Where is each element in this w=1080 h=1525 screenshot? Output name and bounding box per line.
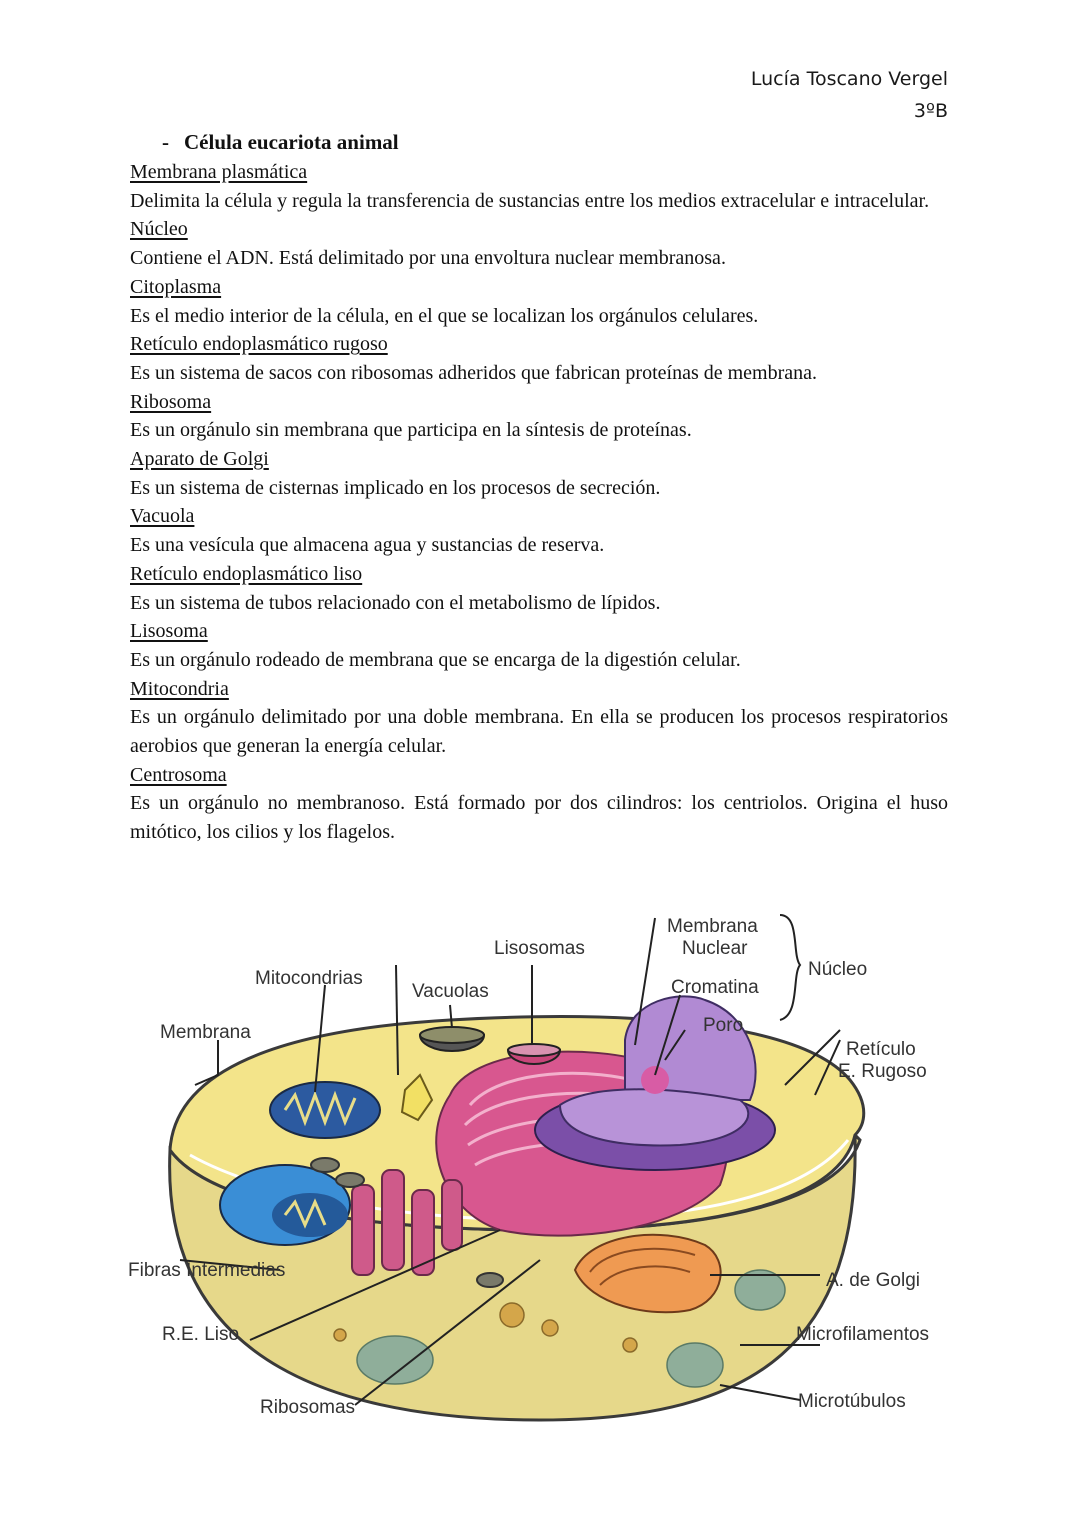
cell-illustration <box>170 996 864 1420</box>
desc-reticulo-liso: Es un sistema de tubos relacionado con el metabolismo de lípidos. <box>130 591 661 614</box>
desc-ribosoma: Es un orgánulo sin membrana que participa en la síntesis de proteínas. <box>130 419 692 442</box>
term-membrana-plasmatica: Membrana plasmática <box>130 161 308 183</box>
term-reticulo-rugoso: Retículo endoplasmático rugoso <box>130 333 388 356</box>
term-mitocondria: Mitocondria <box>130 677 229 700</box>
desc-vacuola: Es una vesícula que almacena agua y sustancias de reserva. <box>130 534 605 557</box>
label-re-liso: R.E. Liso <box>162 1324 240 1345</box>
term-vacuola: Vacuola <box>130 505 195 528</box>
label-cromatina: Cromatina <box>671 977 759 998</box>
desc-nucleo: Contiene el ADN. Está delimitado por una envoltura nuclear membranosa. <box>130 247 726 270</box>
author-name: Lucía Toscano Vergel <box>750 68 948 90</box>
desc-citoplasma: Es el medio interior de la célula, en el que se localizan los orgánulos celulares. <box>130 304 759 327</box>
desc-mitocondria: Es un orgánulo delimitado por una doble membrana. En ella se producen los procesos respiratorios aerobios que generan la energía celular. <box>130 706 948 758</box>
label-ribosomas: Ribosomas <box>260 1397 356 1418</box>
animal-cell-diagram <box>120 900 960 1440</box>
desc-aparato-golgi: Es un sistema de cisternas implicado en los procesos de secreción. <box>130 476 661 499</box>
desc-lisosoma: Es un orgánulo rodeado de membrana que se encarga de la digestión celular. <box>130 648 741 671</box>
label-nucleo: Núcleo <box>808 959 868 980</box>
term-ribosoma: Ribosoma <box>130 390 212 413</box>
label-fibras-intermedias: Fibras Intermedias <box>128 1260 286 1281</box>
label-microfilamentos: Microfilamentos <box>796 1324 930 1345</box>
label-mitocondrias: Mitocondrias <box>255 968 363 989</box>
term-reticulo-liso: Retículo endoplasmático liso <box>130 562 363 585</box>
section-title: - Célula eucariota animal <box>162 130 399 154</box>
desc-membrana-plasmatica: Delimita la célula y regula la transferencia de sustancias entre los medios extracelular e intracelular. <box>130 189 930 212</box>
label-microtubulos: Microtúbulos <box>798 1391 906 1412</box>
label-poro: Poro <box>703 1015 744 1036</box>
organelle-list <box>130 158 948 847</box>
term-lisosoma: Lisosoma <box>130 620 208 643</box>
term-nucleo: Núcleo <box>130 218 188 241</box>
label-reticulo-2: E. Rugoso <box>838 1061 927 1082</box>
label-membrana-nuclear-1: Membrana <box>667 916 758 937</box>
desc-reticulo-rugoso: Es un sistema de sacos con ribosomas adheridos que fabrican proteínas de membrana. <box>130 361 818 384</box>
term-citoplasma: Citoplasma <box>130 275 222 298</box>
class-grade: 3ºB <box>913 100 948 122</box>
term-aparato-golgi: Aparato de Golgi <box>130 448 269 471</box>
label-reticulo-1: Retículo <box>846 1039 916 1060</box>
label-membrana: Membrana <box>160 1022 251 1043</box>
label-membrana-nuclear-2: Nuclear <box>682 938 748 959</box>
term-centrosoma: Centrosoma <box>130 763 227 786</box>
desc-centrosoma: Es un orgánulo no membranoso. Está formado por dos cilindros: los centriolos. Origina el huso mitótico, los cilios y los flagelos. <box>130 792 948 844</box>
label-golgi: A. de Golgi <box>826 1270 920 1291</box>
label-lisosomas: Lisosomas <box>494 938 585 959</box>
label-vacuolas: Vacuolas <box>412 981 489 1002</box>
section-title-text: Célula eucariota animal <box>184 130 399 154</box>
